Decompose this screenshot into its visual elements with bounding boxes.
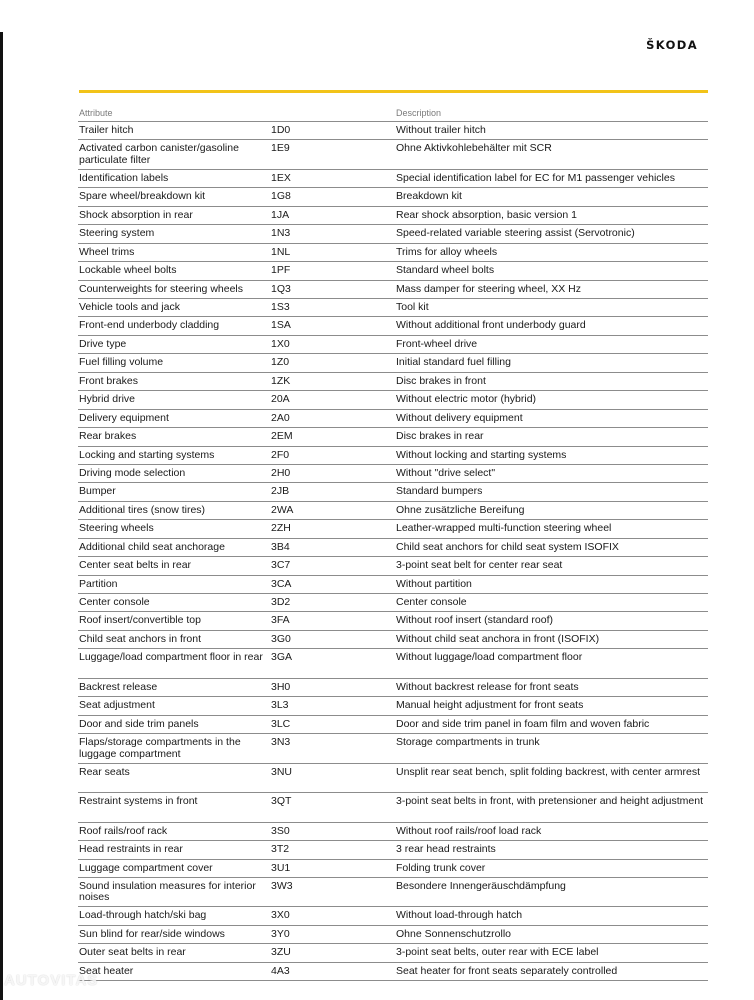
cell-attribute: Delivery equipment [79, 411, 169, 424]
cell-description: Special identification label for EC for M1 passenger vehicles [396, 171, 675, 184]
cell-attribute: Seat heater [79, 964, 134, 977]
cell-attribute: Driving mode selection [79, 466, 186, 479]
cell-description: Standard wheel bolts [396, 264, 495, 277]
table-row [78, 502, 708, 520]
cell-code: 3Y0 [271, 927, 290, 940]
cell-code: 2WA [271, 503, 294, 516]
table-row [78, 207, 708, 225]
table-row [78, 841, 708, 859]
table-row [78, 649, 708, 679]
table-row [78, 697, 708, 715]
cell-code: 1X0 [271, 337, 290, 350]
cell-description: Breakdown kit [396, 190, 462, 203]
cell-description: 3-point seat belts, outer rear with ECE label [396, 946, 599, 959]
cell-attribute: Roof rails/roof rack [79, 824, 168, 837]
cell-code: 3CA [271, 577, 292, 590]
cell-description: Disc brakes in rear [396, 430, 484, 443]
table-row [78, 907, 708, 925]
cell-description: Ohne Aktivkohlebehälter mit SCR [396, 142, 552, 155]
cell-code: 2A0 [271, 411, 290, 424]
table-row [78, 299, 708, 317]
cell-attribute: Additional tires (snow tires) [79, 503, 206, 516]
cell-code: 2H0 [271, 466, 291, 479]
cell-attribute: Luggage compartment cover [79, 861, 213, 874]
cell-attribute: Drive type [79, 337, 127, 350]
cell-attribute: Backrest release [79, 680, 158, 693]
cell-code: 3L3 [271, 699, 289, 712]
cell-description: Front-wheel drive [396, 337, 478, 350]
table-body [78, 122, 708, 981]
cell-attribute: Load-through hatch/ski bag [79, 909, 207, 922]
table-row [78, 793, 708, 823]
table-row [78, 612, 708, 630]
cell-code: 3B4 [271, 540, 290, 553]
cell-attribute: Wheel trims [79, 245, 135, 258]
table-row [78, 520, 708, 538]
cell-code: 3S0 [271, 824, 290, 837]
cell-attribute: Outer seat belts in rear [79, 946, 186, 959]
cell-description: Initial standard fuel filling [396, 356, 511, 369]
cell-code: 3U1 [271, 861, 291, 874]
table-row [78, 354, 708, 372]
cell-attribute: Steering system [79, 227, 155, 240]
cell-attribute: Sound insulation measures for interior noises [79, 879, 256, 904]
cell-description: 3-point seat belt for center rear seat [396, 559, 563, 572]
cell-attribute: Door and side trim panels [79, 717, 199, 730]
table-row [78, 465, 708, 483]
cell-attribute: Front brakes [79, 374, 138, 387]
watermark: AUTOVITAS [4, 972, 99, 989]
table-row [78, 594, 708, 612]
cell-description: Manual height adjustment for front seats [396, 699, 584, 712]
cell-attribute: Flaps/storage compartments in the luggage compartment [79, 736, 241, 760]
skoda-logo: ŠKODA [646, 38, 698, 52]
table-row [78, 122, 708, 140]
cell-attribute: Child seat anchors in front [79, 632, 201, 645]
table-row [78, 823, 708, 841]
table-row [78, 631, 708, 649]
cell-code: 3LC [271, 717, 291, 730]
cell-code: 3QT [271, 795, 292, 808]
table-header [78, 104, 708, 122]
cell-description: Without "drive select" [396, 466, 496, 479]
cell-code: 3NU [271, 765, 293, 778]
cell-description: Without child seat anchora in front (ISOFIX) [396, 632, 600, 645]
cell-code: 3ZU [271, 946, 291, 959]
cell-description: Disc brakes in front [396, 374, 486, 387]
cell-description: Without electric motor (hybrid) [396, 393, 537, 406]
cell-description: Mass damper for steering wheel, XX Hz [396, 282, 581, 295]
cell-code: 3FA [271, 614, 290, 627]
cell-attribute: Sun blind for rear/side windows [79, 927, 225, 940]
cell-code: 1SA [271, 319, 291, 332]
cell-description: Rear shock absorption, basic version 1 [396, 208, 577, 221]
cell-attribute: Shock absorption in rear [79, 208, 193, 221]
cell-code: 3D2 [271, 596, 291, 608]
cell-attribute: Fuel filling volume [79, 356, 164, 369]
table-row [78, 281, 708, 299]
cell-code: 3GA [271, 651, 293, 664]
cell-code: 2JB [271, 485, 290, 498]
table-row [78, 860, 708, 878]
table-row [78, 963, 708, 981]
header-attribute: Attribute [79, 107, 113, 118]
cell-code: 1NL [271, 245, 291, 258]
cell-code: 3X0 [271, 909, 290, 922]
cell-description: Without roof insert (standard roof) [396, 614, 553, 627]
cell-attribute: Lockable wheel bolts [79, 264, 177, 277]
accent-divider [79, 90, 708, 93]
cell-attribute: Partition [79, 577, 118, 590]
cell-description: Child seat anchors for child seat system ISOFIX [396, 540, 619, 553]
cell-description: Standard bumpers [396, 485, 483, 498]
table-row [78, 447, 708, 465]
cell-description: Folding trunk cover [396, 861, 486, 874]
cell-code: 3T2 [271, 843, 290, 856]
cell-code: 1PF [271, 264, 291, 277]
cell-code: 3G0 [271, 632, 291, 645]
table-row [78, 188, 708, 206]
cell-attribute: Counterweights for steering wheels [79, 282, 244, 295]
cell-attribute: Rear seats [79, 765, 130, 778]
cell-description: Center console [396, 596, 467, 608]
cell-code: 1JA [271, 208, 290, 221]
cell-description: Without delivery equipment [396, 411, 523, 424]
cell-description: Storage compartments in trunk [396, 736, 540, 749]
cell-code: 3W3 [271, 879, 293, 892]
cell-description: Without additional front underbody guard [396, 319, 586, 332]
cell-code: 20A [271, 393, 290, 406]
cell-code: 2EM [271, 430, 293, 443]
table-row [78, 225, 708, 243]
cell-code: 1G8 [271, 190, 291, 203]
cell-description: Trims for alloy wheels [396, 245, 498, 258]
table-row [78, 576, 708, 594]
cell-attribute: Locking and starting systems [79, 448, 215, 461]
cell-description: Seat heater for front seats separately controlled [396, 964, 618, 977]
table-row [78, 539, 708, 557]
cell-code: 1Q3 [271, 282, 291, 295]
cell-attribute: Steering wheels [79, 522, 154, 535]
cell-code: 1S3 [271, 301, 290, 313]
table-row [78, 764, 708, 794]
table-row [78, 679, 708, 697]
cell-attribute: Vehicle tools and jack [79, 301, 180, 313]
cell-code: 3H0 [271, 680, 291, 693]
cell-code: 2ZH [271, 522, 291, 535]
cell-attribute: Roof insert/convertible top [79, 614, 201, 627]
table-row [78, 244, 708, 262]
table-row [78, 428, 708, 446]
cell-attribute: Identification labels [79, 171, 169, 184]
table-row [78, 944, 708, 962]
cell-attribute: Center seat belts in rear [79, 559, 192, 572]
cell-code: 1Z0 [271, 356, 290, 369]
cell-attribute: Head restraints in rear [79, 843, 183, 856]
cell-attribute: Hybrid drive [79, 393, 136, 406]
cell-code: 3C7 [271, 559, 291, 572]
table-row [78, 734, 708, 764]
cell-code: 1ZK [271, 374, 291, 387]
table-row [78, 373, 708, 391]
table-row [78, 878, 708, 908]
table-row [78, 170, 708, 188]
cell-attribute: Luggage/load compartment floor in rear [79, 651, 263, 664]
cell-description: Unsplit rear seat bench, split folding backrest, with center armrest [396, 765, 701, 778]
cell-attribute: Trailer hitch [79, 124, 134, 136]
cell-attribute: Spare wheel/breakdown kit [79, 190, 206, 203]
table-row [78, 262, 708, 280]
table-row [78, 336, 708, 354]
page-edge-bar [0, 32, 3, 1000]
cell-description: Without trailer hitch [396, 124, 486, 136]
table-row [78, 483, 708, 501]
cell-attribute: Additional child seat anchorage [79, 540, 225, 553]
cell-description: Without locking and starting systems [396, 448, 567, 461]
cell-description: Without roof rails/roof load rack [396, 824, 542, 837]
cell-description: Tool kit [396, 301, 429, 313]
cell-description: Without backrest release for front seats [396, 680, 579, 693]
cell-attribute: Front-end underbody cladding [79, 319, 220, 332]
cell-attribute: Activated carbon canister/gasoline particulate filter [79, 142, 239, 166]
cell-code: 2F0 [271, 448, 290, 461]
cell-code: 1EX [271, 171, 291, 184]
cell-attribute: Restraint systems in front [79, 795, 198, 808]
cell-code: 3N3 [271, 736, 291, 749]
table-row [78, 410, 708, 428]
cell-description: 3 rear head restraints [396, 843, 496, 856]
equipment-table [78, 104, 708, 981]
cell-description: Ohne Sonnenschutzrollo [396, 927, 511, 940]
cell-description: Without partition [396, 577, 472, 590]
cell-attribute: Rear brakes [79, 430, 137, 443]
cell-code: 1E9 [271, 142, 290, 155]
table-row [78, 391, 708, 409]
cell-attribute: Seat adjustment [79, 699, 155, 712]
table-row [78, 926, 708, 944]
table-row [78, 140, 708, 170]
cell-code: 4A3 [271, 964, 290, 977]
cell-description: Leather-wrapped multi-function steering wheel [396, 522, 612, 535]
table-row [78, 557, 708, 575]
cell-attribute: Bumper [79, 485, 116, 498]
header-description: Description [396, 107, 442, 118]
cell-description: Without load-through hatch [396, 909, 523, 922]
cell-code: 1N3 [271, 227, 291, 240]
cell-description: Speed-related variable steering assist (Servotronic) [396, 227, 635, 240]
cell-description: Without luggage/load compartment floor [396, 651, 583, 664]
cell-attribute: Center console [79, 596, 150, 608]
cell-code: 1D0 [271, 124, 291, 136]
cell-description: Besondere Innengeräuschdämpfung [396, 879, 566, 892]
table-row [78, 716, 708, 734]
table-row [78, 317, 708, 335]
cell-description: Door and side trim panel in foam film and woven fabric [396, 717, 650, 730]
cell-description: 3-point seat belts in front, with pretensioner and height adjustment [396, 795, 704, 808]
cell-description: Ohne zusätzliche Bereifung [396, 503, 525, 516]
